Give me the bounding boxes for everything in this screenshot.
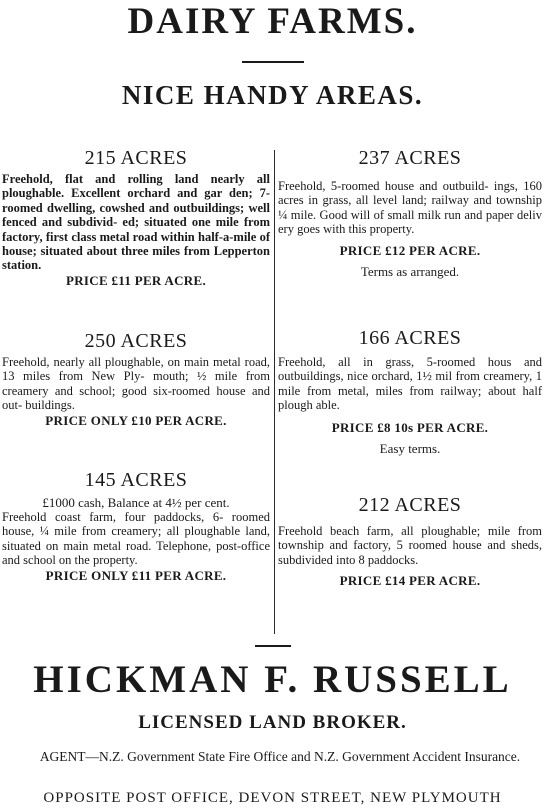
listing-145-acres [2, 469, 270, 583]
listing-166-acres [278, 327, 542, 456]
agent-name: HICKMAN F. RUSSELL [33, 658, 512, 701]
listing-acres: 212 ACRES [358, 494, 462, 516]
listing-215-acres [2, 147, 270, 288]
column-divider [274, 150, 275, 634]
listing-212-acres [278, 494, 542, 588]
divider-rule-top [242, 61, 304, 63]
listing-acres: 215 ACRES [84, 147, 188, 169]
agent-title: LICENSED LAND BROKER. [138, 712, 407, 733]
listing-acres: 237 ACRES [358, 147, 462, 169]
listing-price: PRICE ONLY £10 PER ACRE. [45, 412, 227, 428]
listing-price: PRICE £14 PER ACRE. [339, 573, 481, 589]
listing-description: Freehold coast farm, four paddocks, 6- roomed house, ¼ mile from creamery; all ploughable land, situated on main metal road. Telephone, post-office and school on the property. [2, 510, 270, 568]
listing-description: Freehold, 5-roomed house and outbuild- ings, 160 acres in grass, all level land; railway and township ¼ mile. Good will of small milk run and paper deliv ery goes with this property. [278, 179, 542, 237]
listing-description: Freehold beach farm, all ploughable; mile from township and factory, 5 roomed house and sheds, subdivided into 8 paddocks. [278, 524, 542, 567]
listing-price: PRICE £12 PER ACRE. [339, 242, 481, 258]
listing-description: Freehold, nearly all ploughable, on main metal road, 13 miles from New Ply- mouth; ½ mile from creamery and school; good six-roomed house and out- buildings. [2, 355, 270, 413]
listing-price: PRICE ONLY £11 PER ACRE. [45, 567, 227, 583]
address: OPPOSITE POST OFFICE, DEVON STREET, NEW PLYMOUTH [43, 790, 502, 806]
listing-intro: £1000 cash, Balance at 4½ per cent. [42, 495, 230, 510]
listing-description: Freehold, all in grass, 5-roomed hous and outbuildings, nice orchard, 1½ mil from creamery, 1 mile from metal, miles from railway; about half plough able. [278, 355, 542, 413]
listing-237-acres [278, 147, 542, 279]
listing-acres: 250 ACRES [84, 330, 188, 352]
listing-price: PRICE £8 10s PER ACRE. [331, 419, 489, 435]
listing-terms: Terms as arranged. [360, 263, 460, 279]
headline: DAIRY FARMS. [127, 1, 418, 42]
listing-250-acres [2, 330, 270, 428]
agent-details: AGENT—N.Z. Government State Fire Office and N.Z. Government Accident Insurance. [39, 749, 521, 764]
listing-price: PRICE £11 PER ACRE. [65, 272, 207, 288]
listing-description: Freehold, flat and rolling land nearly all ploughable. Excellent orchard and gar den; 7-roomed dwelling, cowshed and outbuildings; well fenced and subdivid- ed; situated one mile from factory, first class metal road within half-a-mile of house; situated about three miles from Lepperton station. [2, 172, 270, 273]
listing-acres: 166 ACRES [358, 327, 462, 349]
subheadline: NICE HANDY AREAS. [121, 80, 424, 110]
listing-terms: Easy terms. [379, 440, 441, 456]
listing-acres: 145 ACRES [84, 469, 188, 491]
divider-rule-bottom [255, 645, 291, 647]
